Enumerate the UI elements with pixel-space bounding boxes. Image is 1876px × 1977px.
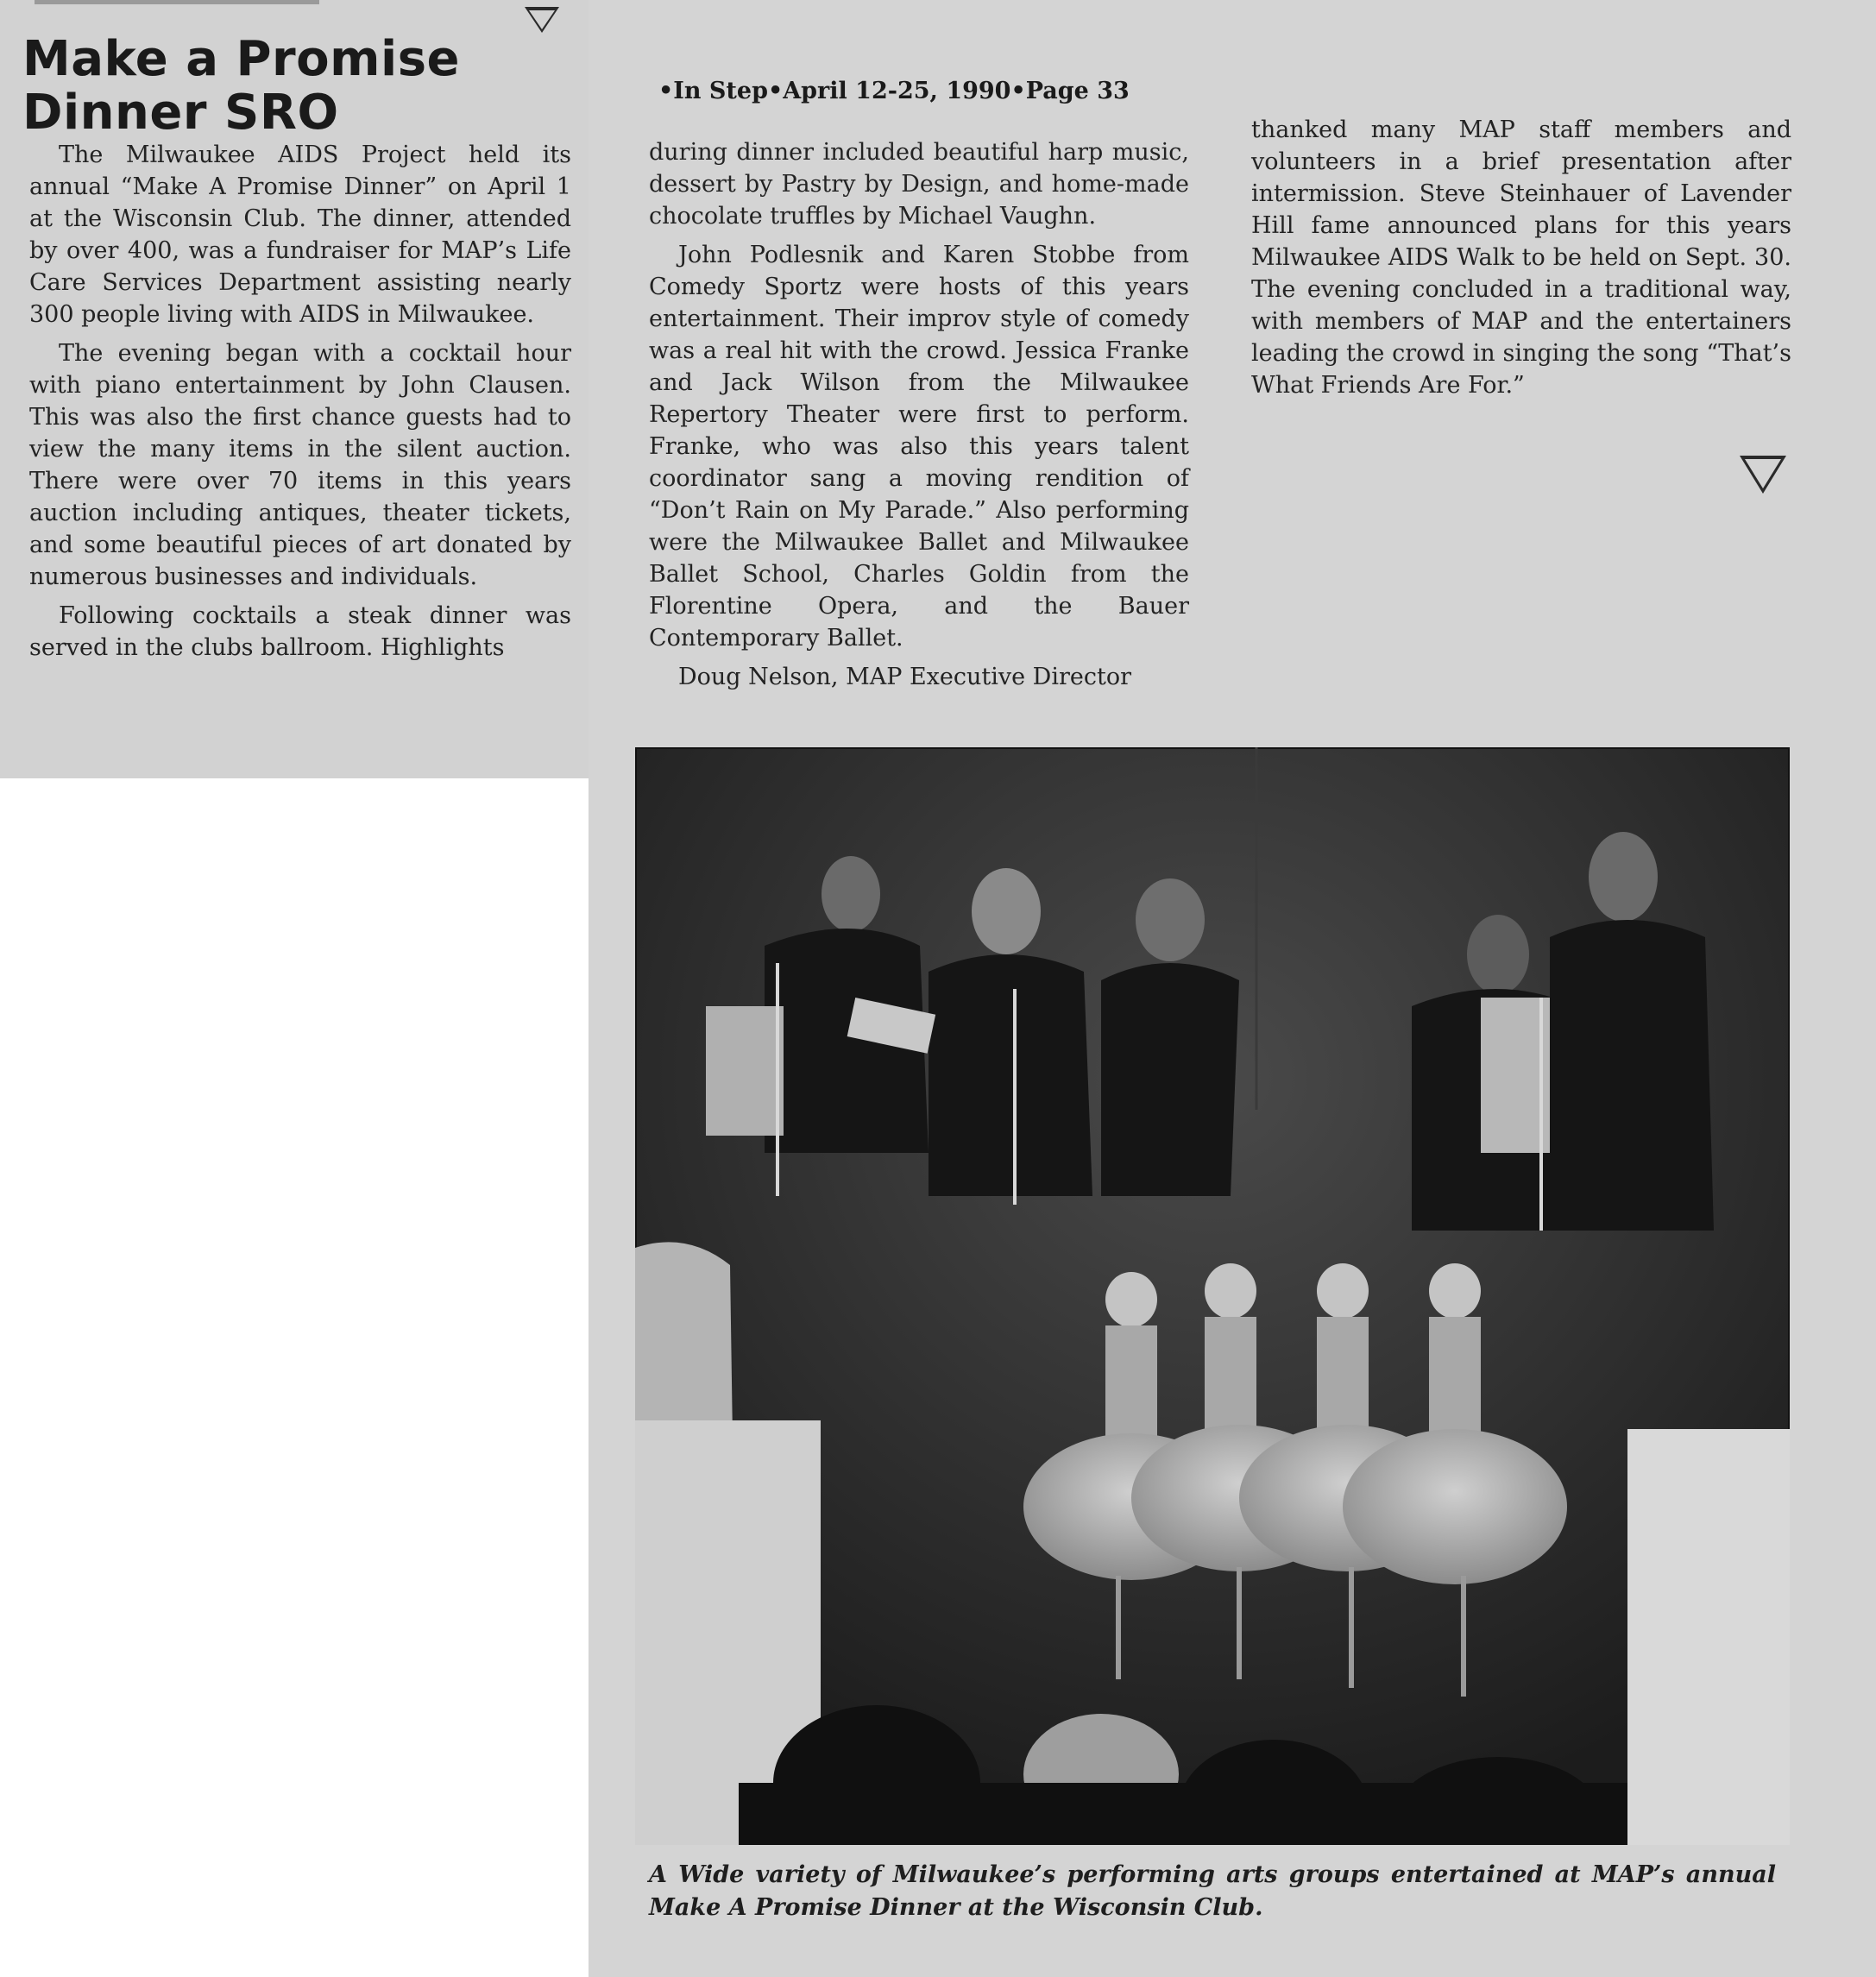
end-of-story-icon	[1740, 456, 1786, 494]
page-folio: •In Step•April 12-25, 1990•Page 33	[658, 78, 1130, 104]
article-column-2	[649, 136, 1189, 700]
article-column-1	[29, 139, 571, 671]
photo-caption: A Wide variety of Milwaukee’s performing arts groups entertained at MAP’s annual Make A Promise Dinner at the Wisconsin Club.	[649, 1861, 1776, 1921]
paragraph: thanked many MAP staff members and volunteers in a brief presentation after intermission. Steve Steinhauer of Lavender Hill fame announced plans for this years Milwaukee AIDS Walk to be held on Sept. 30. The evening concluded in a traditional way, with members of MAP and the entertainers leading the crowd in singing the song “That’s What Friends Are For.”	[1251, 116, 1791, 399]
paragraph: The Milwaukee AIDS Project held its annual “Make A Promise Dinner” on April 1 at the Wisconsin Club. The dinner, attended by over 400, was a fundraiser for MAP’s Life Care Services Department assisting nearly 300 people living with AIDS in Milwaukee.	[29, 142, 571, 328]
headline: Make a Promise Dinner SRO	[22, 31, 461, 141]
paragraph: Following cocktails a steak dinner was served in the clubs ballroom. Highlights	[29, 602, 571, 661]
top-rule	[35, 0, 319, 4]
article-column-3	[1251, 114, 1791, 408]
event-photo	[635, 747, 1790, 1845]
paragraph: The evening began with a cocktail hour with piano entertainment by John Clausen. This was also the first chance guests had to view the many items in the silent auction. There were over 70 items in this years auction including antiques, theater tickets, and some beautiful pieces of art donated by numerous businesses and individuals.	[29, 340, 571, 590]
paragraph: Doug Nelson, MAP Executive Director	[678, 664, 1131, 690]
paragraph: during dinner included beautiful harp music, dessert by Pastry by Design, and home-made chocolate truffles by Michael Vaughn.	[649, 139, 1189, 230]
paragraph: John Podlesnik and Karen Stobbe from Comedy Sportz were hosts of this years entertainment. Their improv style of comedy was a real hit with the crowd. Jessica Franke and Jack Wilson from the Milwaukee Repertory Theater were first to perform. Franke, who was also this years talent coordinator sang a moving rendition of “Don’t Rain on My Parade.” Also performing were the Milwaukee Ballet and Milwaukee Ballet School, Charles Goldin from the Florentine Opera, and the Bauer Contemporary Ballet.	[649, 242, 1189, 652]
section-marker-icon	[525, 7, 559, 33]
